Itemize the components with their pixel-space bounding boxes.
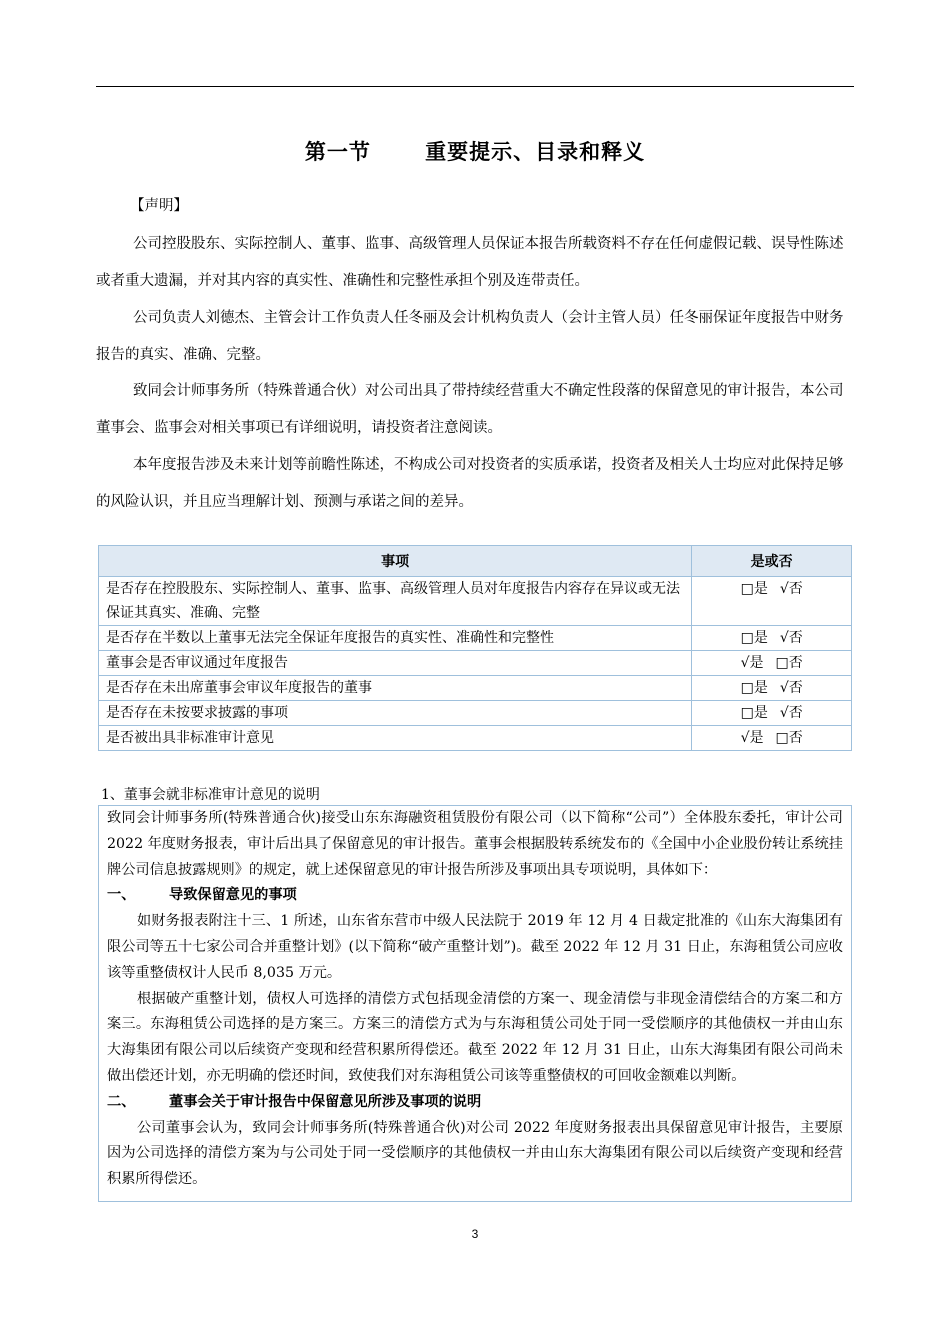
explanation-paragraph: 公司董事会认为，致同会计师事务所(特殊普通合伙)对公司 2022 年度财务报表出具保留意见审计报告，主要原因为公司选择的清偿方案为与公司处于同一受偿顺序的其他债权一并由山东大海集团有限公司以后续资产变现和经营积累所得偿还。 <box>107 1119 843 1188</box>
table-cell-answer <box>692 626 852 651</box>
column-header-item: 事项 <box>99 546 692 577</box>
sub-heading: 1、董事会就非标准审计意见的说明 <box>101 787 320 803</box>
explanation-heading-1 <box>107 883 843 909</box>
table-row <box>99 676 852 701</box>
table-cell-answer <box>692 701 852 726</box>
column-header-answer: 是或否 <box>692 546 852 577</box>
no-checkbox: √否 <box>779 581 803 597</box>
table-row <box>99 577 852 626</box>
table-cell-item: 是否被出具非标准审计意见 <box>99 726 692 751</box>
explanation-heading-2 <box>107 1090 843 1116</box>
table-cell-answer <box>692 577 852 626</box>
table-row <box>99 726 852 751</box>
statement-heading: 【声明】 <box>130 198 188 214</box>
yes-checkbox: □是 <box>740 680 768 696</box>
heading-text: 董事会关于审计报告中保留意见所涉及事项的说明 <box>169 1093 482 1110</box>
table-row <box>99 651 852 676</box>
no-checkbox: √否 <box>779 630 803 646</box>
table-row <box>99 701 852 726</box>
table-cell-item: 是否存在未按要求披露的事项 <box>99 701 692 726</box>
explanation-paragraph: 如财务报表附注十三、1 所述，山东省东营市中级人民法院于 2019 年 12 月 4 日裁定批准的《山东大海集团有限公司等五十七家公司合并重整计划》(以下简称“破产重整计划”)。截至 2022 年 12 月 31 日止，东海租赁公司应收该等重整债权计人民币 8,035 万元。 <box>107 913 843 981</box>
explanation-box <box>98 805 852 1202</box>
no-checkbox: √否 <box>779 680 803 696</box>
table-cell-answer <box>692 676 852 701</box>
table-header-row <box>99 546 852 577</box>
table-cell-item: 是否存在控股股东、实际控制人、董事、监事、高级管理人员对年度报告内容存在异议或无法保证其真实、准确、完整 <box>99 577 692 626</box>
yes-checkbox: □是 <box>740 705 768 721</box>
header-rule <box>96 86 854 87</box>
table-cell-item: 是否存在半数以上董事无法完全保证年度报告的真实性、准确性和完整性 <box>99 626 692 651</box>
yes-checkbox: √是 <box>740 655 764 671</box>
disclosure-table <box>98 545 852 751</box>
table-cell-answer <box>692 726 852 751</box>
explanation-intro: 致同会计师事务所(特殊普通合伙)接受山东东海融资租赁股份有限公司（以下简称“公司”）全体股东委托，审计公司 2022 年度财务报表，审计后出具了保留意见的审计报告。董事会根据股转系统发布的《全国中小企业股份转让系统挂牌公司信息披露规则》的规定，就上述保留意见的审计报告所涉及事项出具专项说明，具体如下： <box>107 810 843 878</box>
heading-number: 一、 <box>107 887 136 904</box>
explanation-paragraph: 根据破产重整计划，债权人可选择的清偿方式包括现金清偿的方案一、现金清偿与非现金清偿结合的方案二和方案三。东海租赁公司选择的是方案三。方案三的清偿方式为与东海租赁公司处于同一受偿顺序的其他债权一并由山东大海集团有限公司以后续资产变现和经营积累所得偿还。截至 2022 年 12 月 31 日止，山东大海集团有限公司尚未做出偿还计划，亦无明确的偿还时间，致使我们对东海租赁公司该等重整债权的可回收金额难以判断。 <box>107 990 843 1084</box>
statement-paragraph: 公司负责人刘德杰、主管会计工作负责人任冬丽及会计机构负责人（会计主管人员）任冬丽保证年度报告中财务报告的真实、准确、完整。 <box>96 310 844 363</box>
table-row <box>99 626 852 651</box>
table-cell-item: 董事会是否审议通过年度报告 <box>99 651 692 676</box>
no-checkbox: □否 <box>775 655 803 671</box>
no-checkbox: □否 <box>775 730 803 746</box>
yes-checkbox: □是 <box>740 581 768 597</box>
statement-paragraph: 公司控股股东、实际控制人、董事、监事、高级管理人员保证本报告所载资料不存在任何虚假记载、误导性陈述或者重大遗漏，并对其内容的真实性、准确性和完整性承担个别及连带责任。 <box>96 236 844 289</box>
table-cell-answer <box>692 651 852 676</box>
yes-checkbox: √是 <box>740 730 764 746</box>
section-title: 第一节 重要提示、目录和释义 <box>304 140 646 164</box>
statement-paragraph: 本年度报告涉及未来计划等前瞻性陈述，不构成公司对投资者的实质承诺，投资者及相关人士均应对此保持足够的风险认识，并且应当理解计划、预测与承诺之间的差异。 <box>96 457 844 510</box>
heading-number: 二、 <box>107 1093 136 1110</box>
heading-text: 导致保留意见的事项 <box>169 887 297 904</box>
table-cell-item: 是否存在未出席董事会审议年度报告的董事 <box>99 676 692 701</box>
no-checkbox: √否 <box>779 705 803 721</box>
statement-paragraph: 致同会计师事务所（特殊普通合伙）对公司出具了带持续经营重大不确定性段落的保留意见的审计报告，本公司董事会、监事会对相关事项已有详细说明，请投资者注意阅读。 <box>96 383 844 436</box>
page-number: 3 <box>471 1227 479 1241</box>
yes-checkbox: □是 <box>740 630 768 646</box>
